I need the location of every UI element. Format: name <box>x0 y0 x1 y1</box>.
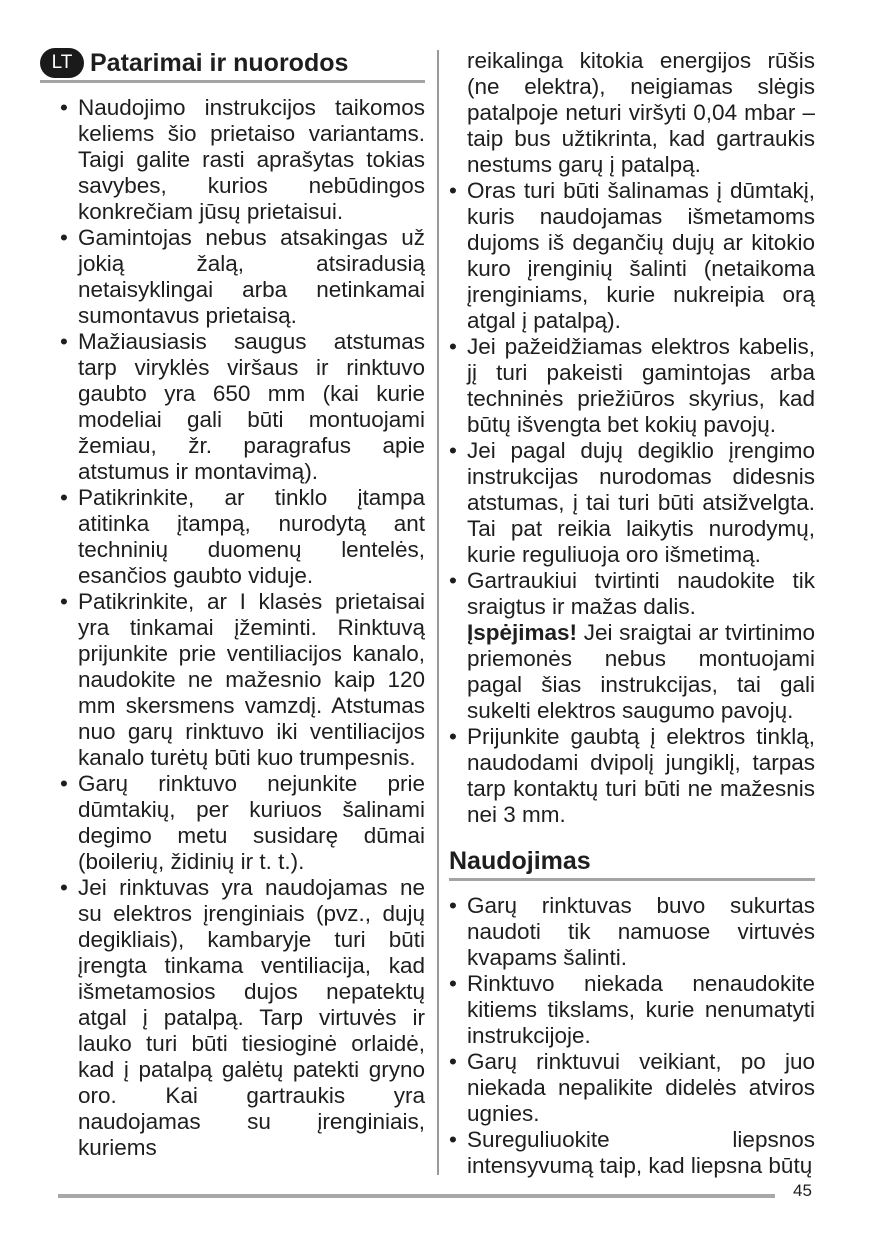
left-column <box>40 48 425 1161</box>
section-heading-usage <box>449 846 815 881</box>
usage-item: • Rinktuvo niekada nenaudokite kitiems tikslams, kurie nenumatyti instrukcijoje. <box>449 971 815 1049</box>
tip-item: • Garų rinktuvo nejunkite prie dūmtakių, per kuriuos šalinami degimo metu susidarę dūmai (boilerių, židinių ir t. t.). <box>60 771 425 875</box>
tip-item: • Jei rinktuvas yra naudojamas ne su elektros įrenginiais (pvz., dujų degikliais), kambaryje turi būti įrengta tinkama ventiliacija, kad išmetamosios dujos nepatektų atgal į patalpą. Tarp virtuvės ir lauko turi būti tiesioginė orlaidė, kad į patalpą galėtų patekti gryno oro. Kai gartraukis yra naudojamas su įrenginiais, kuriems <box>60 875 425 1161</box>
tip-item: • Mažiausiasis saugus atstumas tarp viryklės viršaus ir rinktuvo gaubto yra 650 mm (kai kurie modeliai gali būti montuojami žemiau, žr. paragrafus apie atstumus ir montavimą). <box>60 329 425 485</box>
usage-list <box>449 893 815 1179</box>
usage-item: • Garų rinktuvui veikiant, po juo niekada nepalikite didelės atviros ugnies. <box>449 1049 815 1127</box>
tip-item: • Patikrinkite, ar tinklo įtampa atitinka įtampą, nurodytą ant techninių duomenų lentelės, esančios gaubto viduje. <box>60 485 425 589</box>
continued-paragraph: reikalinga kitokia energijos rūšis (ne elektra), neigiamas slėgis patalpoje neturi viršyti 0,04 mbar – taip bus užtikrinta, kad gartraukis nestums garų į patalpą. <box>467 48 815 177</box>
section-title-usage: Naudojimas <box>449 847 591 875</box>
tips-list-end <box>449 724 815 828</box>
tip-item: • Gamintojas nebus atsakingas už jokią žalą, atsiradusią netaisyklingai arba netinkamai sumontavus prietaisą. <box>60 225 425 329</box>
column-divider <box>437 50 439 1175</box>
warning-paragraph <box>449 620 815 724</box>
tip-item: • Jei pagal dujų degiklio įrengimo instrukcijas nurodomas didesnis atstumas, į tai turi būti atsižvelgta. Tai pat reikia laikytis nurodymų, kurie reguliuoja oro išmetimą. <box>449 438 815 568</box>
tip-item: • Jei pažeidžiamas elektros kabelis, jį turi pakeisti gamintojas arba techninės priežiūros skyrius, kad būtų išvengta bet kokių pavojų. <box>449 334 815 438</box>
tip-item: • Prijunkite gaubtą į elektros tinklą, naudodami dvipolį jungiklį, tarpas tarp kontaktų turi būti ne mažesnis nei 3 mm. <box>449 724 815 828</box>
usage-item: • Sureguliuokite liepsnos intensyvumą taip, kad liepsna būtų <box>449 1127 815 1179</box>
language-badge: LT <box>40 48 84 78</box>
tip-item: • Gartraukiui tvirtinti naudokite tik sraigtus ir mažas dalis. <box>449 568 815 620</box>
tips-list-continued <box>449 178 815 620</box>
page-number: 45 <box>793 1181 812 1200</box>
usage-item: • Garų rinktuvas buvo sukurtas naudoti tik namuose virtuvės kvapams šalinti. <box>449 893 815 971</box>
tip-item: • Naudojimo instrukcijos taikomos keliems šio prietaiso variantams. Taigi galite rasti aprašytas tokias savybes, kurios nebūdingos konkrečiam jūsų prietaisui. <box>60 95 425 225</box>
tip-item: • Patikrinkite, ar I klasės prietaisai yra tinkamai įžeminti. Rinktuvą prijunkite prie ventiliacijos kanalo, naudokite ne mažesnio kaip 120 mm skersmens vamzdį. Atstumas nuo garų rinktuvo iki ventiliacijos kanalo turėtų būti kuo trumpesnis. <box>60 589 425 771</box>
tip-item: • Oras turi būti šalinamas į dūmtakį, kuris naudojamas išmetamoms dujoms iš degančių dujų ar kitokio kuro įrenginių šalinti (netaikoma įrenginiams, kurie nukreipia orą atgal į patalpą). <box>449 178 815 334</box>
warning-text: Jei sraigtai ar tvirtinimo priemonės nebus montuojami pagal šias instrukcijas, tai gali sukelti elektros saugumo pavojų. <box>467 620 815 723</box>
section-title-tips: Patarimai ir nuorodos <box>90 49 349 77</box>
warning-label: Įspėjimas! <box>467 620 578 645</box>
right-column <box>449 48 815 1179</box>
footer-rule <box>58 1194 775 1198</box>
section-heading-tips <box>40 48 425 83</box>
tips-list <box>40 95 425 1161</box>
